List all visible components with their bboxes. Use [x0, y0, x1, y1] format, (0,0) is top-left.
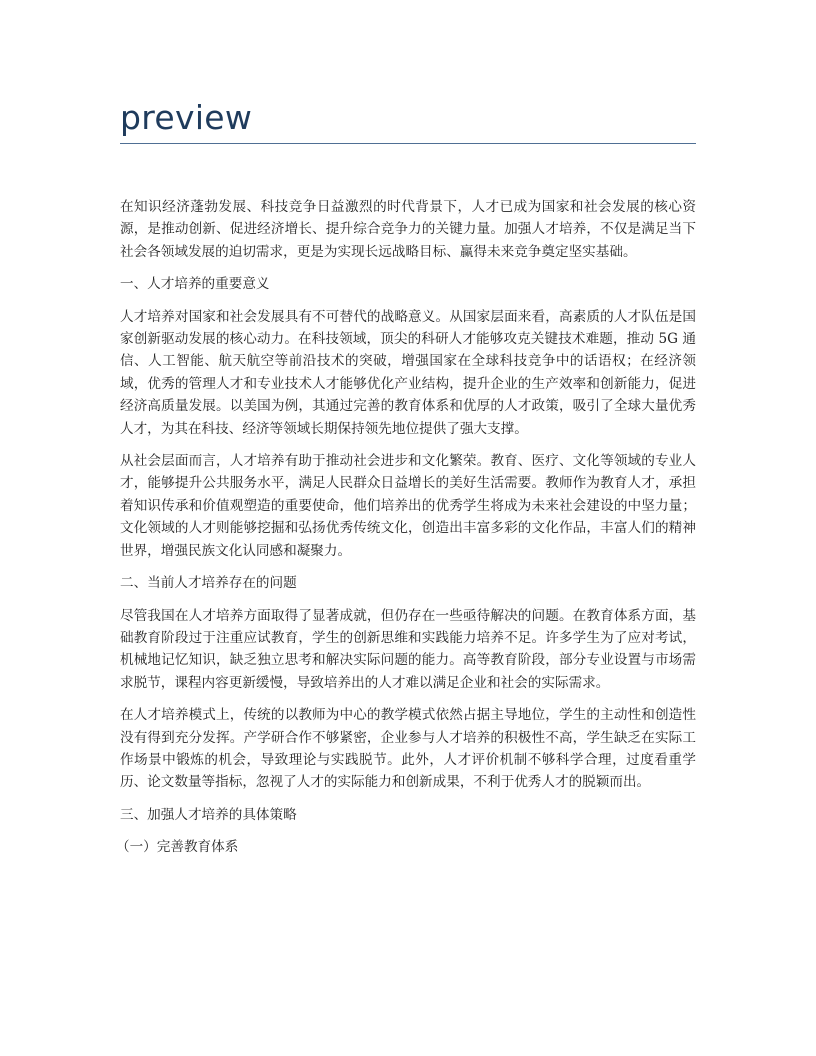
- document-body: [116, 196, 696, 859]
- section-heading-2: 二、当前人才培养存在的问题: [120, 575, 297, 592]
- section-heading-3: 三、加强人才培养的具体策略: [120, 806, 297, 823]
- document-page: [116, 0, 696, 869]
- section-heading-1: 一、人才培养的重要意义: [120, 276, 270, 293]
- paragraph-significance-national: 人才培养对国家和社会发展具有不可替代的战略意义。从国家层面来看，高素质的人才队伍是国家创新驱动发展的核心动力。在科技领域，顶尖的科研人才能够攻克关键技术难题，推动 5G 通信、人工智能、航天航空等前沿技术的突破，增强国家在全球科技竞争中的话语权；在经济领域，优秀的管理人才和专业技术人才能够优化产业结构，提升企业的生产效率和创新能力，促进经济高质量发展。以美国为例，其通过完善的教育体系和优厚的人才政策，吸引了全球大量优秀人才，为其在科技、经济等领域长期保持领先地位提供了强大支撑。: [120, 308, 696, 437]
- paragraph-problems-education: 尽管我国在人才培养方面取得了显著成就，但仍存在一些亟待解决的问题。在教育体系方面，基础教育阶段过于注重应试教育，学生的创新思维和实践能力培养不足。许多学生为了应对考试，机械地记忆知识，缺乏独立思考和解决实际问题的能力。高等教育阶段，部分专业设置与市场需求脱节，课程内容更新缓慢，导致培养出的人才难以满足企业和社会的实际需求。: [120, 607, 696, 691]
- title-divider: [120, 143, 696, 144]
- subsection-heading-1: （一）完善教育体系: [116, 839, 239, 856]
- paragraph-intro: 在知识经济蓬勃发展、科技竞争日益激烈的时代背景下，人才已成为国家和社会发展的核心资源，是推动创新、促进经济增长、提升综合竞争力的关键力量。加强人才培养，不仅是满足当下社会各领域发展的迫切需求，更是为实现长远战略目标、赢得未来竞争奠定坚实基础。: [120, 199, 696, 260]
- document-title: preview: [120, 98, 253, 137]
- paragraph-problems-model: 在人才培养模式上，传统的以教师为中心的教学模式依然占据主导地位，学生的主动性和创造性没有得到充分发挥。产学研合作不够紧密，企业参与人才培养的积极性不高，学生缺乏在实际工作场景中锻炼的机会，导致理论与实践脱节。此外，人才评价机制不够科学合理，过度看重学历、论文数量等指标，忽视了人才的实际能力和创新成果，不利于优秀人才的脱颖而出。: [120, 707, 696, 791]
- paragraph-significance-social: 从社会层面而言，人才培养有助于推动社会进步和文化繁荣。教育、医疗、文化等领域的专业人才，能够提升公共服务水平，满足人民群众日益增长的美好生活需要。教师作为教育人才，承担着知识传承和价值观塑造的重要使命，他们培养出的优秀学生将成为未来社会建设的中坚力量；文化领域的人才则能够挖掘和弘扬优秀传统文化，创造出丰富多彩的文化作品，丰富人们的精神世界，增强民族文化认同感和凝聚力。: [120, 453, 696, 559]
